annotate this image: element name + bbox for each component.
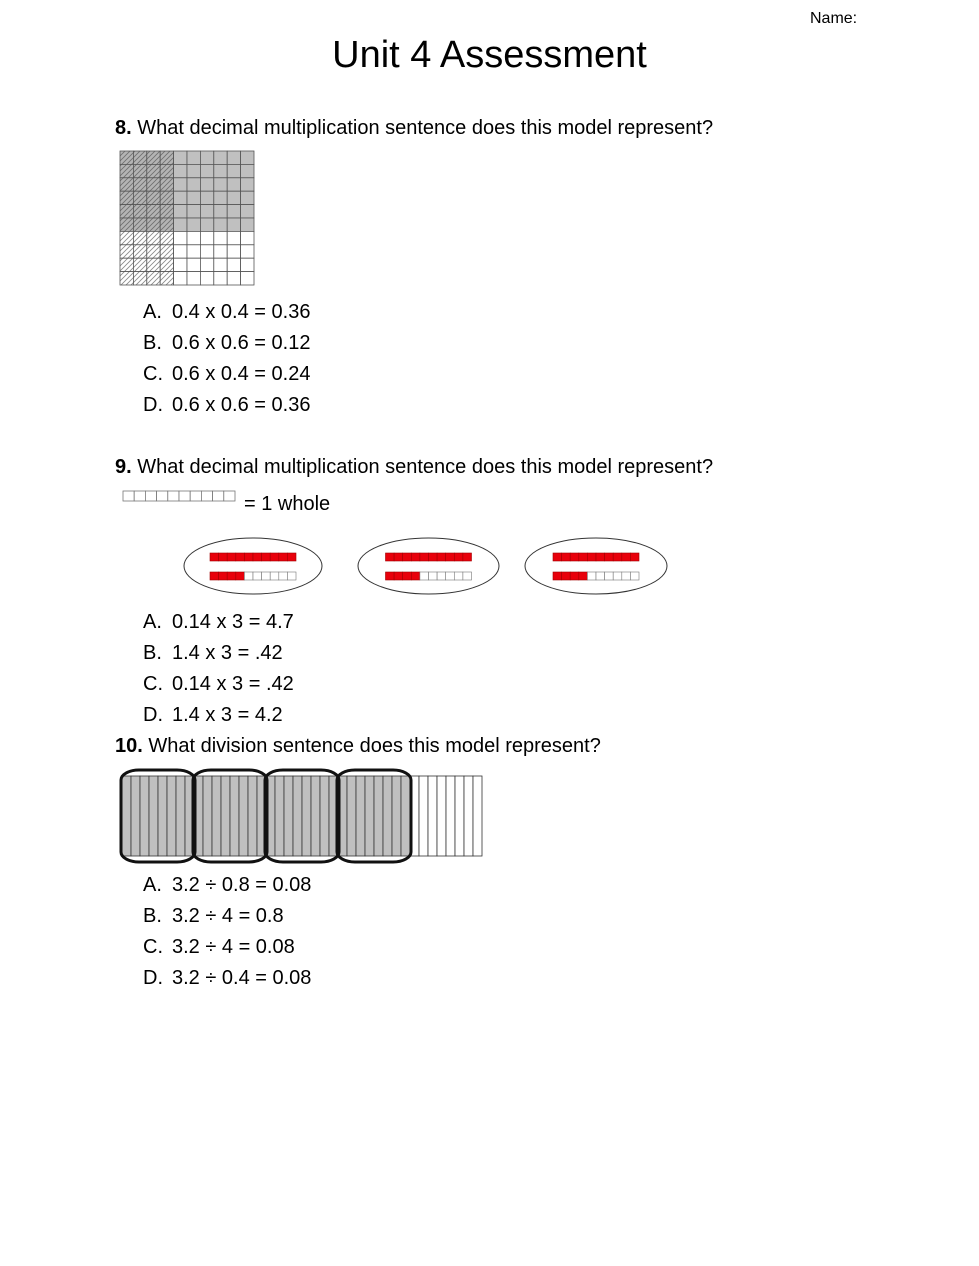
tenth-column	[455, 776, 464, 856]
whole-tenth-segment	[244, 553, 253, 561]
question-number: 9.	[115, 456, 132, 478]
partial-tenth-segment	[420, 572, 429, 580]
grid-cell	[120, 191, 133, 204]
option-text: 0.6 x 0.6 = 0.12	[172, 332, 311, 354]
option-letter: C.	[143, 936, 163, 958]
option-letter: B.	[143, 332, 162, 354]
option-letter: C.	[143, 673, 163, 695]
answer-option-b[interactable]	[143, 901, 311, 932]
question-text: What division sentence does this model represent?	[148, 735, 601, 757]
grid-cell	[160, 245, 173, 258]
answer-options-10	[143, 870, 311, 994]
grid-cell	[147, 151, 160, 164]
grid-cell	[133, 178, 146, 191]
option-text: 1.4 x 3 = .42	[172, 642, 283, 664]
partial-tenth-segment	[262, 572, 271, 580]
one-whole-strip	[123, 491, 237, 503]
tenth-column	[275, 776, 284, 856]
grid-cell	[120, 164, 133, 177]
grid-cell	[214, 218, 227, 231]
grid-cell	[241, 205, 254, 218]
answer-option-b[interactable]	[143, 328, 310, 359]
grid-cell	[214, 151, 227, 164]
answer-option-a[interactable]	[143, 297, 310, 328]
grid-cell	[120, 178, 133, 191]
grid-cell	[227, 218, 240, 231]
grid-cell	[187, 191, 200, 204]
option-text: 3.2 ÷ 4 = 0.8	[172, 905, 284, 927]
whole-tenth-segment	[236, 553, 245, 561]
whole-tenth-segment	[394, 553, 403, 561]
option-letter: A.	[143, 611, 162, 633]
tenth-column	[428, 776, 437, 856]
whole-tenth-segment	[553, 553, 562, 561]
grid-cell	[133, 272, 146, 285]
grid-cell	[227, 178, 240, 191]
grid-cell	[214, 164, 227, 177]
tenth-segment	[179, 491, 190, 501]
whole-tenth-segment	[429, 553, 438, 561]
whole-tenth-segment	[579, 553, 588, 561]
whole-tenth-segment	[622, 553, 631, 561]
grid-cell	[160, 178, 173, 191]
tenth-column	[167, 776, 176, 856]
grid-cell	[187, 178, 200, 191]
tenth-segment	[145, 491, 156, 501]
whole-tenth-segment	[446, 553, 455, 561]
partial-tenth-segment	[227, 572, 236, 580]
grid-cell	[200, 178, 213, 191]
tenth-column	[149, 776, 158, 856]
tenth-column	[392, 776, 401, 856]
partial-tenth-segment	[279, 572, 288, 580]
partial-tenth-segment	[605, 572, 614, 580]
tenths-division-model	[118, 767, 484, 861]
tenth-column	[203, 776, 212, 856]
grid-cell	[227, 191, 240, 204]
partial-tenth-segment	[553, 572, 562, 580]
grid-cell	[200, 218, 213, 231]
grid-cell	[241, 231, 254, 244]
partial-tenth-segment	[454, 572, 463, 580]
partial-tenth-segment	[210, 572, 219, 580]
option-letter: D.	[143, 704, 163, 726]
grid-cell	[187, 205, 200, 218]
grid-cell	[187, 245, 200, 258]
grid-cell	[160, 191, 173, 204]
whole-tenth-segment	[253, 553, 262, 561]
partial-tenth-segment	[287, 572, 296, 580]
answer-option-c[interactable]	[143, 359, 310, 390]
option-text: 0.14 x 3 = .42	[172, 673, 294, 695]
option-letter: B.	[143, 642, 162, 664]
whole-tenth-segment	[227, 553, 236, 561]
grid-cell	[214, 258, 227, 271]
tenth-column	[176, 776, 185, 856]
grid-cell	[147, 191, 160, 204]
grid-cell	[241, 191, 254, 204]
grid-cell	[187, 258, 200, 271]
partial-tenth-segment	[219, 572, 228, 580]
tenth-segment	[134, 491, 145, 501]
option-letter: C.	[143, 363, 163, 385]
tenth-column	[221, 776, 230, 856]
whole-tenth-segment	[463, 553, 472, 561]
whole-tenth-segment	[411, 553, 420, 561]
grid-cell	[147, 272, 160, 285]
grid-cell	[174, 272, 187, 285]
grid-cell	[160, 272, 173, 285]
question-number: 8.	[115, 117, 132, 139]
option-letter: D.	[143, 394, 163, 416]
grid-cell	[133, 205, 146, 218]
grid-cell	[120, 151, 133, 164]
whole-tenth-segment	[279, 553, 288, 561]
grid-cell	[174, 164, 187, 177]
grid-cell	[187, 272, 200, 285]
partial-tenth-segment	[587, 572, 596, 580]
tenth-column	[239, 776, 248, 856]
option-text: 0.4 x 0.4 = 0.36	[172, 301, 311, 323]
tenth-column	[347, 776, 356, 856]
partial-tenth-segment	[386, 572, 395, 580]
tenth-column	[212, 776, 221, 856]
grid-cell	[241, 245, 254, 258]
grid-cell	[200, 191, 213, 204]
answer-option-a[interactable]	[143, 607, 294, 638]
grid-cell	[174, 205, 187, 218]
one-whole-label: = 1 whole	[244, 493, 331, 515]
partial-tenth-segment	[446, 572, 455, 580]
partial-tenth-segment	[403, 572, 412, 580]
grid-cell	[187, 218, 200, 231]
tenth-column	[311, 776, 320, 856]
grid-cell	[147, 245, 160, 258]
grid-cell	[187, 231, 200, 244]
question-number: 10.	[115, 735, 143, 757]
tenth-column	[302, 776, 311, 856]
tenth-column	[140, 776, 149, 856]
whole-tenth-segment	[287, 553, 296, 561]
grid-cell	[227, 272, 240, 285]
question-10	[115, 735, 601, 758]
question-text: What decimal multiplication sentence does this model represent?	[137, 117, 714, 139]
grid-cell	[147, 205, 160, 218]
grid-cell	[147, 164, 160, 177]
tenth-column	[365, 776, 374, 856]
grid-cell	[241, 178, 254, 191]
tenth-column	[374, 776, 383, 856]
grid-cell	[120, 245, 133, 258]
tenth-column	[122, 776, 131, 856]
grid-cell	[214, 191, 227, 204]
grid-cell	[120, 205, 133, 218]
answer-options-9	[143, 607, 294, 731]
grid-cell	[214, 205, 227, 218]
grid-cell	[187, 151, 200, 164]
partial-tenth-segment	[429, 572, 438, 580]
grid-cell	[133, 151, 146, 164]
answer-option-b[interactable]	[143, 638, 294, 669]
tenth-segment	[190, 491, 201, 501]
option-letter: A.	[143, 874, 162, 896]
group-ellipse	[525, 538, 667, 594]
grid-cell	[160, 231, 173, 244]
grid-cell	[200, 231, 213, 244]
tenth-column	[320, 776, 329, 856]
whole-tenth-segment	[613, 553, 622, 561]
partial-tenth-segment	[270, 572, 279, 580]
option-text: 1.4 x 3 = 4.2	[172, 704, 283, 726]
grid-cell	[174, 245, 187, 258]
option-letter: D.	[143, 967, 163, 989]
grid-cell	[147, 258, 160, 271]
grid-cell	[227, 258, 240, 271]
whole-tenth-segment	[596, 553, 605, 561]
grid-cell	[214, 272, 227, 285]
whole-tenth-segment	[403, 553, 412, 561]
grid-cell	[174, 231, 187, 244]
partial-tenth-segment	[253, 572, 262, 580]
whole-tenth-segment	[562, 553, 571, 561]
grid-cell	[214, 231, 227, 244]
grid-cell	[174, 151, 187, 164]
grid-cell	[227, 231, 240, 244]
partial-tenth-segment	[579, 572, 588, 580]
option-letter: B.	[143, 905, 162, 927]
grid-cell	[120, 231, 133, 244]
whole-tenth-segment	[210, 553, 219, 561]
partial-tenth-segment	[596, 572, 605, 580]
answer-option-a[interactable]	[143, 870, 311, 901]
partial-tenth-segment	[570, 572, 579, 580]
tenth-segment	[213, 491, 224, 501]
partial-tenth-segment	[562, 572, 571, 580]
answer-options-8	[143, 297, 310, 421]
whole-tenth-segment	[454, 553, 463, 561]
grid-cell	[200, 151, 213, 164]
grid-cell	[133, 231, 146, 244]
whole-tenth-segment	[437, 553, 446, 561]
grid-cell	[147, 231, 160, 244]
tenth-column	[356, 776, 365, 856]
grid-cell	[133, 258, 146, 271]
tenth-column	[293, 776, 302, 856]
partial-tenth-segment	[613, 572, 622, 580]
grid-cell	[174, 191, 187, 204]
grid-cell	[160, 258, 173, 271]
grid-cell	[214, 245, 227, 258]
answer-option-d[interactable]	[143, 963, 311, 994]
tenth-column	[248, 776, 257, 856]
tenth-column	[284, 776, 293, 856]
grid-cell	[133, 218, 146, 231]
whole-tenth-segment	[587, 553, 596, 561]
tenth-column	[437, 776, 446, 856]
whole-tenth-segment	[262, 553, 271, 561]
partial-tenth-segment	[630, 572, 639, 580]
name-label: Name:	[810, 10, 858, 27]
grid-cell	[227, 164, 240, 177]
whole-tenth-segment	[570, 553, 579, 561]
grid-cell	[227, 245, 240, 258]
whole-tenth-segment	[270, 553, 279, 561]
grid-cell	[160, 151, 173, 164]
whole-tenth-segment	[630, 553, 639, 561]
grid-cell	[214, 178, 227, 191]
group-ellipse	[358, 538, 499, 594]
question-9	[115, 456, 713, 479]
grid-cell	[241, 258, 254, 271]
grid-cell	[120, 272, 133, 285]
tenth-segment	[157, 491, 168, 501]
whole-tenth-segment	[605, 553, 614, 561]
answer-option-d[interactable]	[143, 390, 310, 421]
tenth-column	[131, 776, 140, 856]
partial-tenth-segment	[437, 572, 446, 580]
grid-cell	[241, 218, 254, 231]
tenth-segment	[224, 491, 235, 501]
grid-cell	[200, 164, 213, 177]
question-text: What decimal multiplication sentence does this model represent?	[137, 456, 714, 478]
grid-cell	[133, 245, 146, 258]
grid-cell	[187, 164, 200, 177]
question-8	[115, 117, 713, 140]
grid-cell	[227, 205, 240, 218]
grid-cell	[200, 258, 213, 271]
tenth-column	[383, 776, 392, 856]
whole-tenth-segment	[219, 553, 228, 561]
tenth-column	[419, 776, 428, 856]
tenth-column	[158, 776, 167, 856]
grouped-tenths-model	[180, 533, 672, 599]
option-text: 0.6 x 0.6 = 0.36	[172, 394, 311, 416]
option-text: 3.2 ÷ 0.4 = 0.08	[172, 967, 312, 989]
grid-cell	[120, 218, 133, 231]
tenth-column	[230, 776, 239, 856]
tenth-segment	[168, 491, 179, 501]
grid-cell	[241, 272, 254, 285]
grid-cell	[160, 218, 173, 231]
option-letter: A.	[143, 301, 162, 323]
tenth-column	[401, 776, 410, 856]
grid-cell	[174, 258, 187, 271]
option-text: 0.6 x 0.4 = 0.24	[172, 363, 311, 385]
partial-tenth-segment	[622, 572, 631, 580]
partial-tenth-segment	[244, 572, 253, 580]
grid-cell	[133, 191, 146, 204]
whole-tenth-segment	[386, 553, 395, 561]
grid-cell	[174, 218, 187, 231]
hundred-grid-model	[120, 151, 255, 286]
grid-cell	[133, 164, 146, 177]
answer-option-c[interactable]	[143, 669, 294, 700]
partial-tenth-segment	[463, 572, 472, 580]
page-title: Unit 4 Assessment	[332, 34, 647, 76]
tenth-segment	[123, 491, 134, 501]
grid-cell	[227, 151, 240, 164]
grid-cell	[174, 178, 187, 191]
grid-cell	[147, 178, 160, 191]
grid-cell	[200, 245, 213, 258]
answer-option-c[interactable]	[143, 932, 311, 963]
tenth-segment	[201, 491, 212, 501]
answer-option-d[interactable]	[143, 700, 294, 731]
grid-cell	[200, 205, 213, 218]
grid-cell	[241, 164, 254, 177]
partial-tenth-segment	[394, 572, 403, 580]
option-text: 3.2 ÷ 0.8 = 0.08	[172, 874, 312, 896]
grid-cell	[160, 164, 173, 177]
whole-tenth-segment	[420, 553, 429, 561]
option-text: 0.14 x 3 = 4.7	[172, 611, 294, 633]
group-ellipse	[184, 538, 322, 594]
grid-cell	[160, 205, 173, 218]
option-text: 3.2 ÷ 4 = 0.08	[172, 936, 295, 958]
tenth-column	[464, 776, 473, 856]
grid-cell	[200, 272, 213, 285]
grid-cell	[120, 258, 133, 271]
grid-cell	[241, 151, 254, 164]
tenth-column	[473, 776, 482, 856]
partial-tenth-segment	[236, 572, 245, 580]
partial-tenth-segment	[411, 572, 420, 580]
tenth-column	[446, 776, 455, 856]
grid-cell	[147, 218, 160, 231]
